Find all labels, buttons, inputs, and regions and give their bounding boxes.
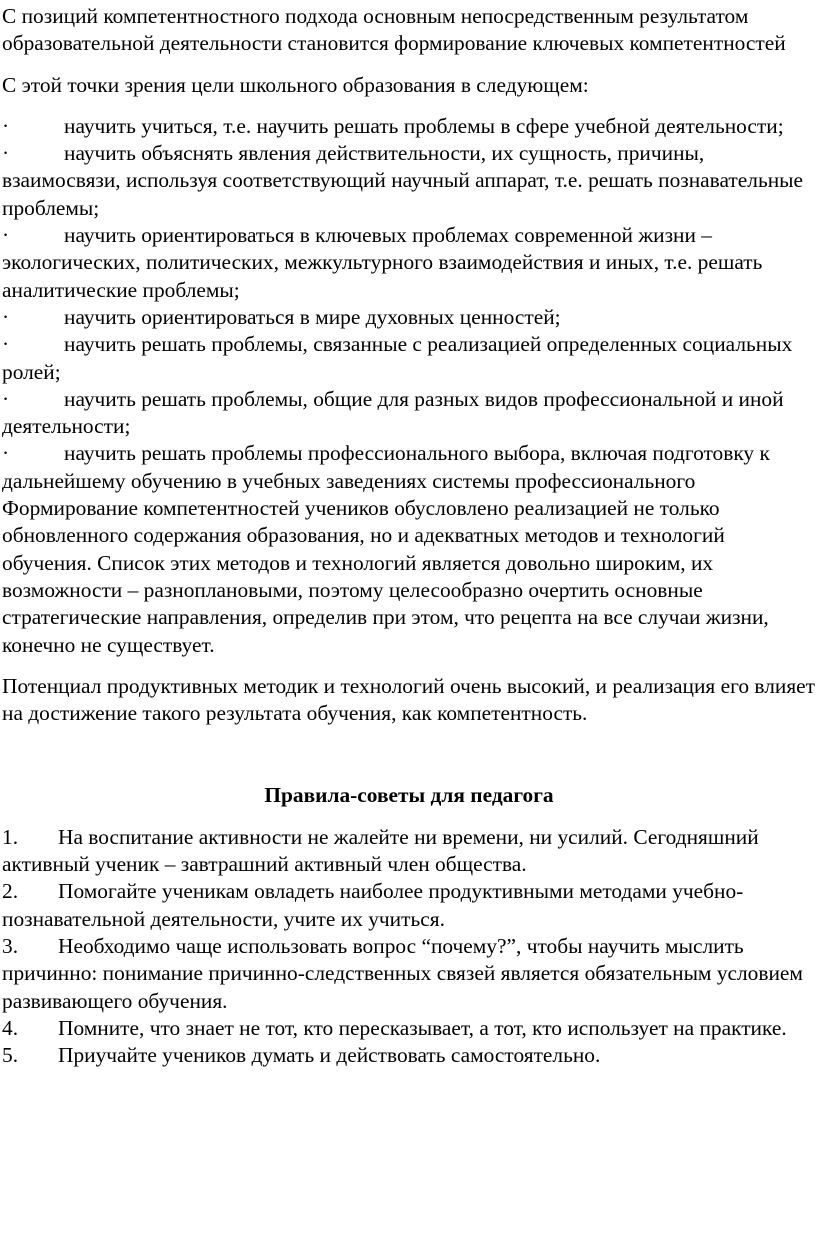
list-item (2, 1042, 816, 1069)
goals-lead-paragraph: С этой точки зрения цели школьного образования в следующем: (2, 72, 589, 97)
list-item-text: Помните, что знает не тот, кто пересказывает, а тот, кто использует на практике. (58, 1015, 787, 1040)
list-item (2, 222, 816, 304)
list-item (2, 933, 816, 1015)
methods-paragraph: Формирование компетентностей учеников обусловлено реализацией не только обновленного содержания образования, но и адекватных методов и технологий обучения. Список этих методов и технологий является довольно широким, их возможности – разноплановыми, поэтому целесообразно очертить основные стратегические направления, определив при этом, что рецепта на все случаи жизни, конечно не существует. (2, 496, 769, 657)
list-item-text: научить решать проблемы, общие для разных видов профессиональной и иной деятельности; (2, 386, 784, 439)
list-item (2, 331, 816, 386)
list-item-text: научить учиться, т.е. научить решать проблемы в сфере учебной деятельности; (64, 113, 784, 138)
list-item-text: научить решать проблемы, связанные с реализацией определенных социальных ролей; (2, 332, 793, 384)
bullet-marker: · (2, 304, 10, 329)
list-number: 4. (2, 1015, 19, 1040)
list-item-text: научить объяснять явления действительности, их сущность, причины, взаимосвязи, используя соответствующий научный аппарат, т.е. решать познавательные проблемы; (2, 141, 804, 220)
list-item (2, 440, 816, 495)
bullet-marker: · (2, 141, 10, 166)
list-item (2, 878, 816, 933)
list-number: 5. (2, 1043, 19, 1068)
bullet-marker: · (2, 113, 10, 138)
rules-heading: Правила-советы для педагога (264, 783, 554, 808)
bullet-marker: · (2, 441, 10, 466)
potential-paragraph: Потенциал продуктивных методик и технологий очень высокий, и реализация его влияет на достижение такого результата обучения, как компетентность. (2, 673, 816, 726)
list-item-text: научить ориентироваться в ключевых проблемах современной жизни – экологических, политических, межкультурного взаимодействия и иных, т.е. решать аналитические проблемы; (2, 223, 763, 302)
bullet-marker: · (2, 223, 10, 248)
list-item (2, 824, 816, 879)
list-item (2, 304, 816, 331)
list-item (2, 140, 816, 222)
goals-list (2, 113, 816, 495)
list-item (2, 386, 816, 441)
rules-list (2, 824, 816, 1070)
list-number: 1. (2, 824, 19, 849)
list-number: 3. (2, 933, 19, 958)
bullet-marker: · (2, 332, 10, 357)
bullet-marker: · (2, 386, 10, 411)
list-item (2, 113, 816, 140)
list-item-text: Приучайте учеников думать и действовать самостоятельно. (58, 1043, 601, 1068)
list-item (2, 1015, 816, 1042)
list-item-text: Помогайте ученикам овладеть наиболее продуктивными методами учебно-познавательной деятельности, учите их учиться. (2, 879, 744, 931)
list-item-text: На воспитание активности не жалейте ни времени, ни усилий. Сегодняшний активный ученик – завтрашний активный член общества. (2, 824, 759, 877)
list-item-text: Необходимо чаще использовать вопрос “почему?”, чтобы научить мыслить причинно: понимание причинно-следственных связей является обязательным условием развивающего обучения. (2, 933, 803, 1013)
list-item-text: научить ориентироваться в мире духовных ценностей; (64, 304, 561, 329)
list-number: 2. (2, 879, 19, 904)
intro-paragraph: С позиций компетентностного подхода основным непосредственным результатом образовательной деятельности становится формирование ключевых компетентностей (2, 4, 786, 56)
list-item-text: научить решать проблемы профессионального выбора, включая подготовку к дальнейшему обучению в учебных заведениях системы профессионального (2, 441, 770, 493)
